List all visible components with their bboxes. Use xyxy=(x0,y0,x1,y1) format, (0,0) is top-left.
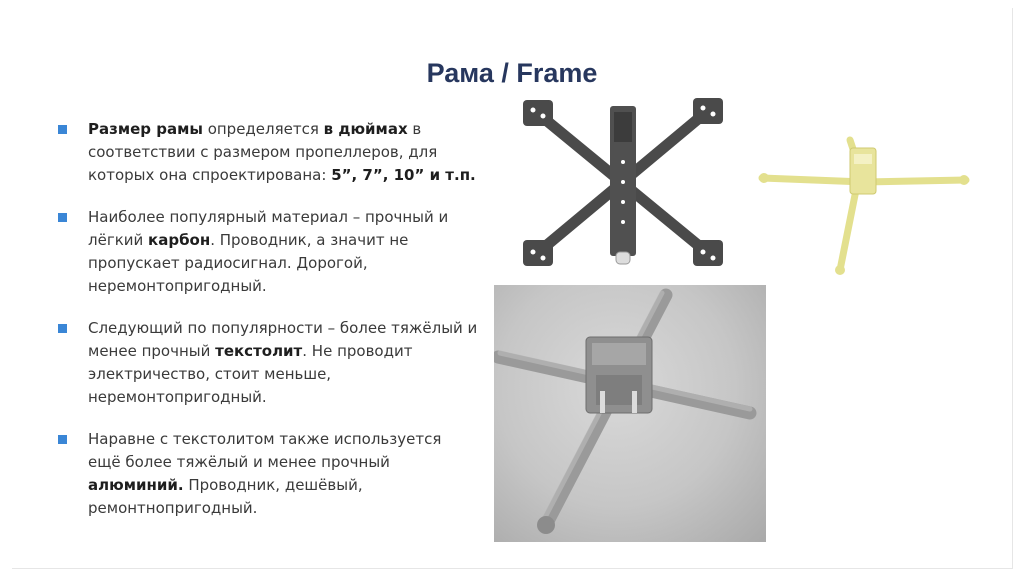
bullet-marker-icon xyxy=(58,213,67,222)
bullet-text xyxy=(88,120,476,184)
bullet-item xyxy=(58,118,478,187)
bullet-marker-icon xyxy=(58,324,67,333)
bullet-text xyxy=(88,319,477,406)
bullet-item xyxy=(58,317,478,409)
bullet-text-run: Наравне с текстолитом также используется ещё более тяжёлый и менее прочный xyxy=(88,430,442,471)
carbon-frame-image xyxy=(515,92,730,272)
bullet-text-run: Следующий по популярности – более тяжёлый и менее прочный xyxy=(88,319,478,360)
bullet-item xyxy=(58,428,478,520)
bullet-text-run: в соответствии с размером пропеллеров, для которых она спроектирована: xyxy=(88,120,438,184)
aluminium-frame-icon xyxy=(494,285,766,542)
bullet-marker-icon xyxy=(58,125,67,134)
bullet-bold-text: 5”, 7”, 10” и т.п. xyxy=(331,166,476,184)
bullet-bold-text: в дюймах xyxy=(323,120,408,138)
bullet-text-run: Проводник, дешёвый, ремонтнопригодный. xyxy=(88,476,363,517)
textolite-frame-icon xyxy=(752,130,974,280)
bullet-text-run: . Проводник, а значит не пропускает радиосигнал. Дорогой, неремонтопригодный. xyxy=(88,231,409,295)
aluminium-frame-photo xyxy=(494,285,766,542)
bullet-text xyxy=(88,430,441,517)
bullet-text xyxy=(88,208,448,295)
bullet-bold-text: Размер рамы xyxy=(88,120,203,138)
bullet-text-run: Наиболее популярный материал – прочный и лёгкий xyxy=(88,208,449,249)
slide-title: Рама / Frame xyxy=(426,58,598,88)
bullet-bold-text: алюминий. xyxy=(88,476,184,494)
carbon-frame-icon xyxy=(515,92,730,272)
bullet-bold-text: карбон xyxy=(148,231,211,249)
bullet-text-run: определяется xyxy=(202,120,324,138)
bullet-text-run: . Не проводит электричество, стоит меньше, неремонтопригодный. xyxy=(88,342,413,406)
bullet-marker-icon xyxy=(58,435,67,444)
bullet-item xyxy=(58,206,478,298)
bullet-bold-text: текстолит xyxy=(215,342,303,360)
textolite-frame-image xyxy=(752,130,974,280)
bullet-list xyxy=(58,118,478,539)
